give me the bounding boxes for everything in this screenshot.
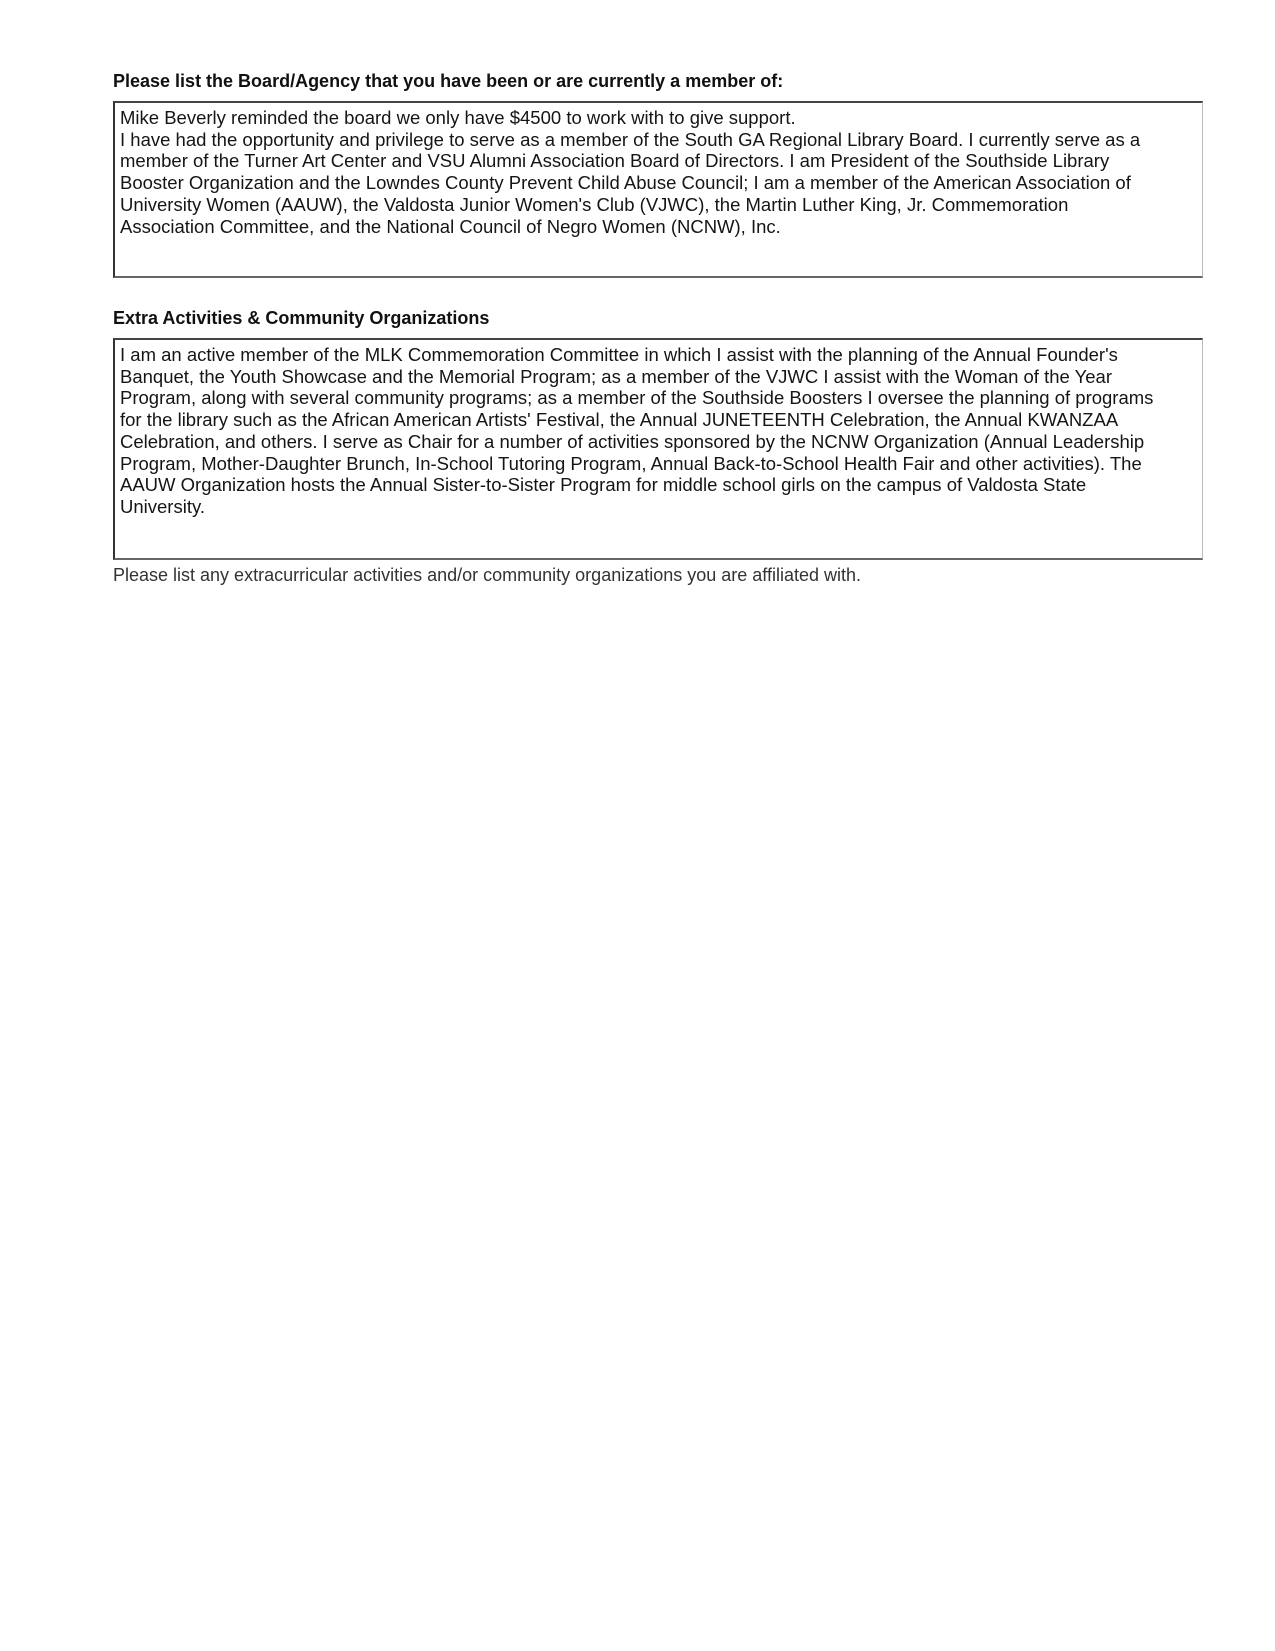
- activities-answer-line: Program, Mother-Daughter Brunch, In-School Tutoring Program, Annual Back-to-School Health Fair and other activities). The: [120, 452, 1142, 474]
- board-agency-heading: Please list the Board/Agency that you have been or are currently a member of:: [113, 71, 784, 91]
- activities-answer-line: for the library such as the African American Artists' Festival, the Annual JUNETEENTH Celebration, the Annual KWANZAA: [120, 409, 1119, 431]
- board-answer-line: University Women (AAUW), the Valdosta Junior Women's Club (VJWC), the Martin Luther King, Jr. Commemoration: [120, 193, 1069, 215]
- activities-answer-line: I am an active member of the MLK Commemoration Committee in which I assist with the planning of the Annual Founder's: [120, 344, 1118, 365]
- activities-answer-line: Program, along with several community programs; as a member of the Southside Boosters I oversee the planning of programs: [120, 387, 1154, 409]
- activities-answer-line: AAUW Organization hosts the Annual Sister-to-Sister Program for middle school girls on the campus of Valdosta State: [120, 474, 1087, 496]
- board-answer-line: Association Committee, and the National Council of Negro Women (NCNW), Inc.: [120, 215, 781, 237]
- activities-answer-line: University.: [120, 495, 205, 517]
- board-answer-line: member of the Turner Art Center and VSU Alumni Association Board of Directors. I am President of the Southside Library: [120, 150, 1110, 172]
- board-answer-line: Booster Organization and the Lowndes County Prevent Child Abuse Council; I am a member of the American Association of: [120, 172, 1131, 194]
- activities-answer-line: Celebration, and others. I serve as Chair for a number of activities sponsored by the NCNW Organization (Annual Leadership: [120, 430, 1145, 452]
- board-answer-line: I have had the opportunity and privilege to serve as a member of the South GA Regional Library Board. I currently serve as a: [120, 128, 1141, 150]
- extra-activities-helper-text: Please list any extracurricular activities and/or community organizations you are affiliated with.: [113, 565, 862, 585]
- board-agency-answer-field[interactable]: [113, 101, 1203, 278]
- activities-answer-line: Banquet, the Youth Showcase and the Memorial Program; as a member of the VJWC I assist with the Woman of the Year: [120, 365, 1112, 387]
- board-answer-line: Mike Beverly reminded the board we only have $4500 to work with to give support.: [120, 107, 796, 128]
- extra-activities-answer-field[interactable]: [113, 338, 1203, 560]
- extra-activities-heading: Extra Activities & Community Organizations: [113, 308, 490, 328]
